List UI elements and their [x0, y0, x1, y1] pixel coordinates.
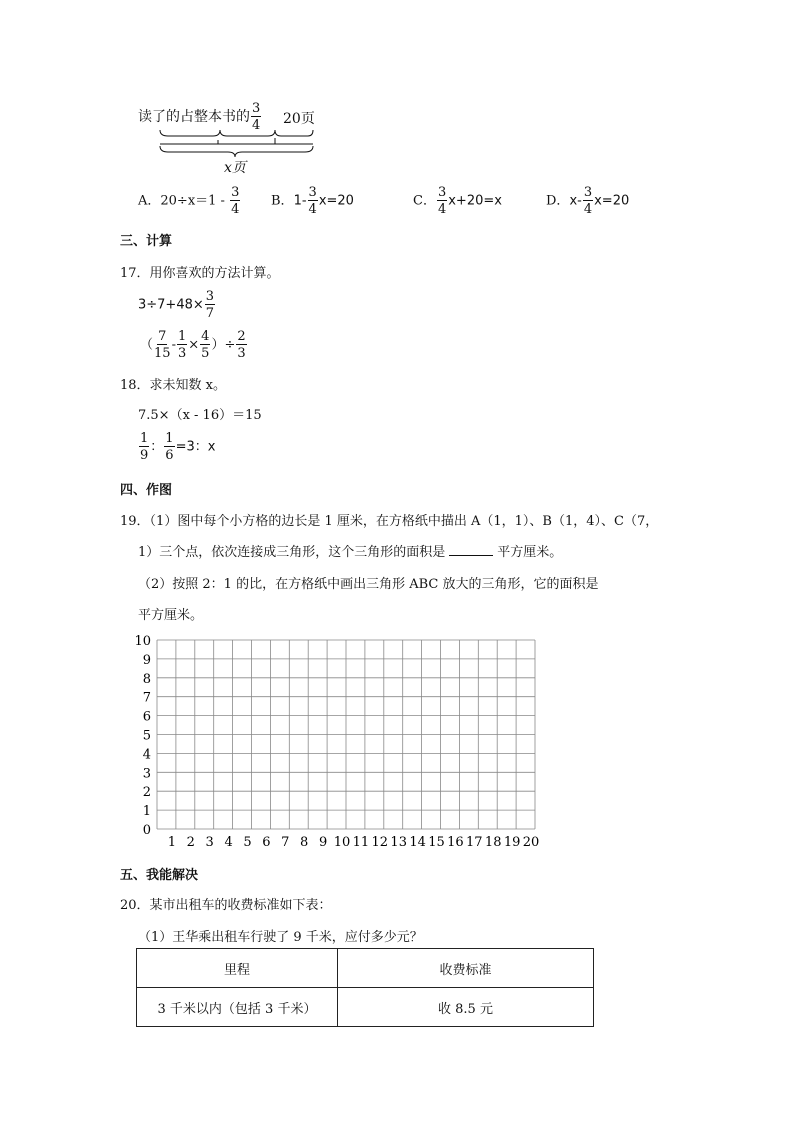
table-row	[137, 988, 594, 1027]
x-tick-label: 16	[447, 835, 464, 850]
x-tick-label: 7	[281, 835, 290, 850]
section3-title: 三、计算	[120, 234, 173, 249]
q20-sub1: （1）王华乘出租车行驶了 9 千米，应付多少元？	[138, 930, 423, 945]
y-tick-label: 9	[142, 652, 151, 668]
x-tick-label: 12	[371, 835, 389, 850]
q19-line1: 19．（1）图中每个小方格的边长是 1 厘米，在方格纸中描出 A（1，1）、B（1，4）、C（7，	[120, 514, 659, 529]
q17-text: 17．用你喜欢的方法计算。	[120, 266, 280, 281]
y-tick-label: 5	[142, 728, 151, 744]
x-tick-label: 8	[300, 835, 309, 850]
diagram-read-fraction: $\frac{3}{4}$	[252, 101, 261, 133]
option-d[interactable]: D．x- $\frac{3}{4}$ x=20	[546, 185, 630, 217]
y-tick-label: 4	[142, 747, 151, 763]
q18-eq2: $\frac{1}{9}$ ： $\frac{1}{6}$ =3：x	[140, 431, 216, 463]
diagram-pages-label: 20页	[283, 111, 315, 127]
diagram-read-text: 读了的占整本书的	[138, 109, 250, 125]
x-tick-label: 15	[428, 835, 445, 850]
x-tick-label: 10	[333, 835, 351, 850]
y-tick-label: 7	[142, 690, 151, 706]
y-tick-label: 10	[134, 634, 151, 649]
x-tick-label: 3	[205, 835, 214, 850]
y-tick-label: 3	[142, 766, 151, 782]
table-header: 里程	[137, 949, 338, 988]
option-c[interactable]: C． $\frac{3}{4}$ x+20=x	[413, 185, 502, 217]
table-header: 收费标准	[338, 949, 594, 988]
y-tick-label: 1	[142, 804, 151, 820]
table-cell: 收 8.5 元	[338, 988, 594, 1027]
x-tick-label: 2	[186, 835, 195, 850]
x-tick-label: 19	[503, 835, 521, 850]
q19-line3: （2）按照 2：1 的比，在方格纸中画出三角形 ABC 放大的三角形，它的面积是	[138, 577, 599, 592]
x-tick-label: 13	[390, 835, 407, 850]
q18-eq1: 7.5×（x - 16）＝15	[138, 408, 262, 423]
section4-title: 四、作图	[120, 483, 173, 498]
section5-title: 五、我能解决	[120, 868, 199, 883]
answer-blank[interactable]	[449, 543, 493, 556]
x-tick-label: 4	[224, 835, 233, 850]
x-tick-label: 18	[484, 835, 502, 850]
x-tick-label: 6	[262, 835, 271, 850]
q19-line4: 平方厘米。	[138, 608, 204, 623]
grid-paper[interactable]	[125, 632, 565, 852]
q20-text: 20．某市出租车的收费标准如下表：	[120, 898, 332, 913]
q17-expr1: 3÷7+48× $\frac{3}{7}$	[138, 289, 215, 321]
y-tick-label: 0	[142, 823, 151, 838]
y-tick-label: 8	[142, 671, 151, 687]
x-tick-label: 5	[243, 835, 252, 850]
q17-expr2: （ $\frac{7}{15}$ - $\frac{1}{3}$ × $\frac{4}{5}$ ）÷ $\frac{2}{3}$	[140, 329, 246, 361]
option-b[interactable]: B．1- $\frac{3}{4}$ x=20	[271, 185, 354, 217]
x-tick-label: 11	[352, 835, 370, 850]
x-tick-label: 17	[466, 835, 483, 850]
option-a[interactable]: A．20÷x＝1 - $\frac{3}{4}$	[138, 185, 240, 217]
fee-table	[136, 948, 594, 1027]
x-tick-label: 9	[318, 835, 328, 850]
y-tick-label: 2	[142, 785, 151, 801]
q18-text: 18．求未知数 x。	[120, 378, 227, 393]
table-cell: 3 千米以内（包括 3 千米）	[137, 988, 338, 1027]
y-tick-label: 6	[142, 709, 151, 725]
diagram-total-label: x页	[224, 160, 246, 176]
x-tick-label: 20	[522, 835, 540, 850]
brace-diagram	[158, 126, 318, 158]
x-tick-label: 1	[167, 835, 177, 850]
q19-line2: 1）三个点，依次连接成三角形，这个三角形的面积是 平方厘米。	[138, 545, 563, 560]
x-tick-label: 14	[409, 835, 426, 850]
